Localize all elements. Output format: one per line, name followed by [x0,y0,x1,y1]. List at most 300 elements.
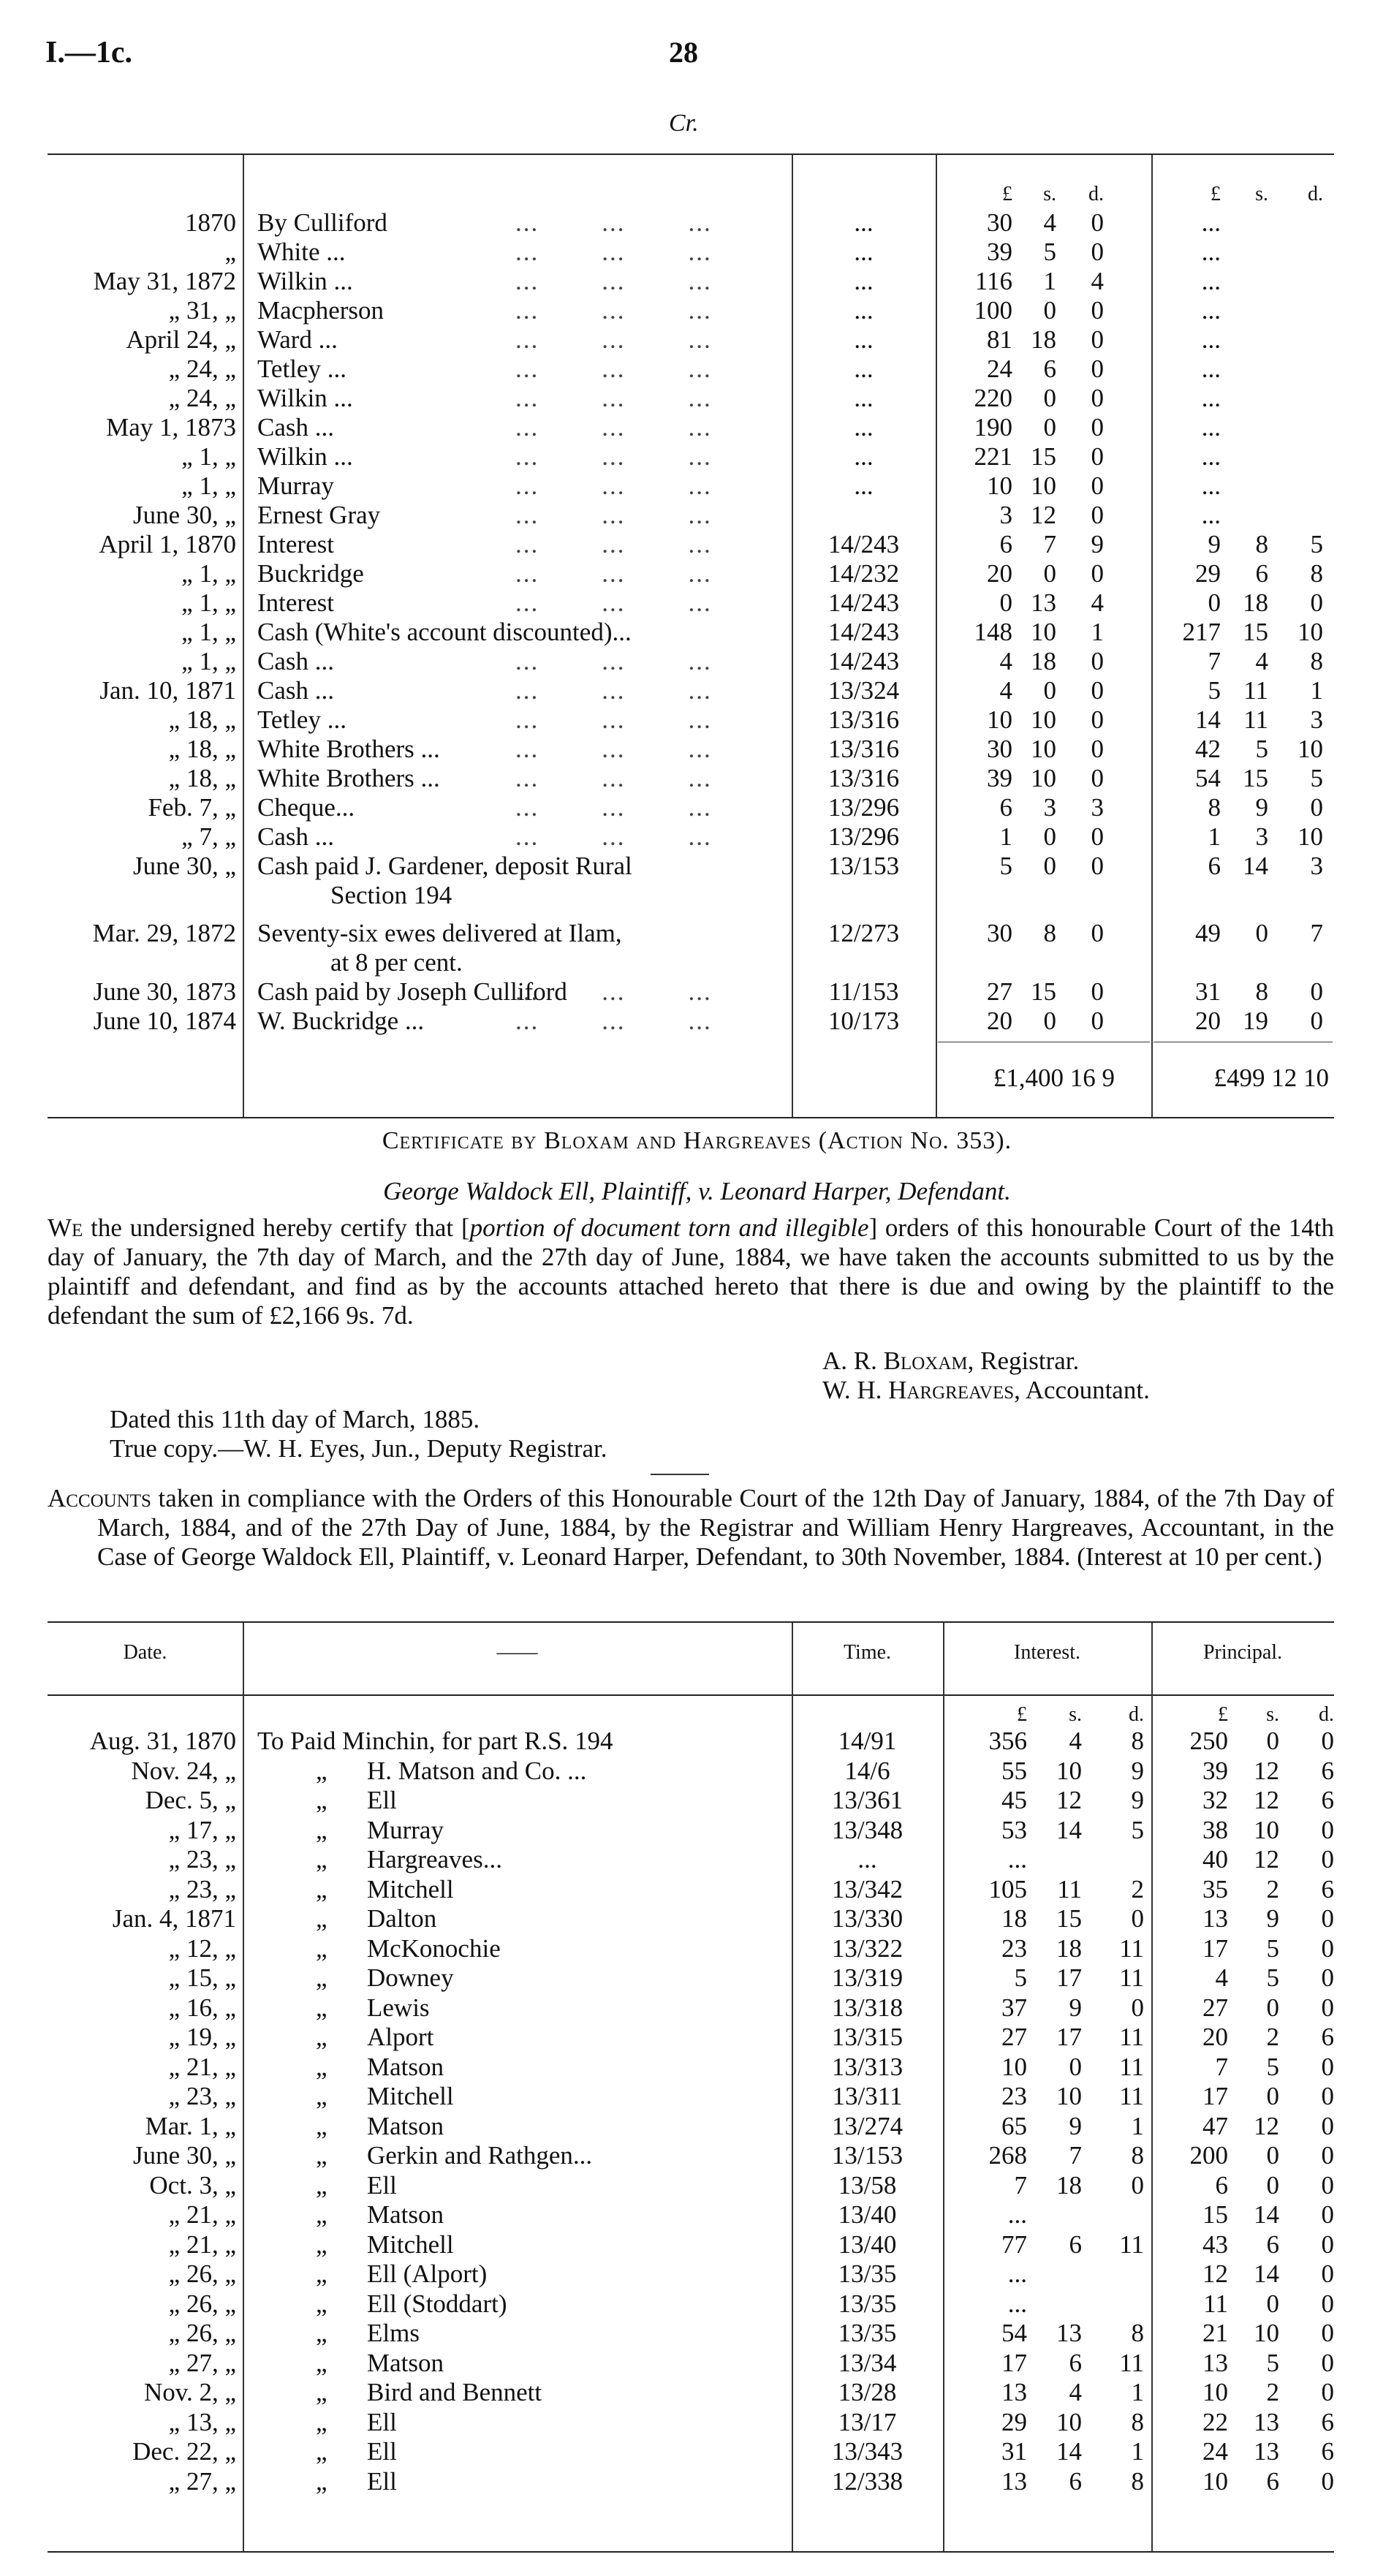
row-time: 14/6 [844,1756,890,1785]
row-description: Interest [257,530,334,558]
row-amount: 0 [1043,822,1056,851]
leader-dots: ... ... ... [515,764,712,792]
ditto-mark: „ [316,2023,327,2051]
row-description: Wilkin ... [257,267,353,295]
header-bottom-rule [48,1694,1334,1696]
ditto-mark: „ [316,1963,327,1992]
row-date: „ 21, „ [168,2052,236,2081]
row-amount: 1 [1043,267,1056,295]
row-time: 13/343 [831,2437,904,2466]
leader-dots: ... ... ... [515,208,712,237]
row-principal: 0 [1321,1845,1334,1874]
row-principal: 0 [1321,2170,1334,2200]
row-folio: 11/153 [828,977,899,1006]
row-balance: 6 [1208,852,1221,880]
row-time: 13/34 [838,2348,897,2377]
row-amount: 0 [1091,413,1104,442]
row-principal: 9 [1266,1904,1279,1933]
row-balance: 5 [1310,530,1323,558]
row-amount: 4 [1043,208,1056,237]
row-description: Hargreaves... [367,1845,502,1874]
ditto-mark: „ [316,1874,327,1903]
row-balance: 9 [1208,530,1221,558]
row-time: 13/322 [831,1933,904,1963]
row-interest: 2 [1131,1874,1144,1903]
row-interest: 8 [1131,2141,1144,2170]
row-interest: 0 [1131,2170,1144,2200]
row-balance: 8 [1208,793,1221,822]
row-folio: ... [854,238,874,266]
row-interest: 6 [1069,2348,1082,2377]
row-interest: 29 [1001,2407,1027,2436]
row-amount: 39 [987,238,1012,266]
row-description: Mitchell [367,2082,454,2110]
row-date: „ 26, „ [168,2319,236,2347]
row-principal: 12 [1202,2259,1228,2288]
row-interest: ... [1007,2289,1027,2318]
row-amount: 100 [974,296,1012,325]
row-date: Dec. 5, „ [145,1786,236,1814]
row-principal: 0 [1321,2259,1334,2288]
row-interest: 18 [1056,1933,1082,1963]
row-balance: ... [1201,384,1221,412]
row-principal: 0 [1321,2141,1334,2170]
ditto-mark: „ [316,1904,327,1933]
row-amount: 20 [987,559,1012,588]
row-time: 13/330 [831,1904,904,1933]
row-interest: 11 [1119,2023,1144,2051]
row-description: Seventy-six ewes delivered at Ilam, [257,919,622,947]
row-interest: 7 [1069,2141,1082,2170]
row-interest: 11 [1119,1933,1144,1963]
row-amount: 0 [1043,1007,1056,1035]
ditto-mark: „ [316,2230,327,2259]
row-date: „ 21, „ [168,2230,236,2259]
row-amount: 4 [1091,588,1104,617]
row-date: „ 23, „ [168,1874,236,1903]
row-balance: 18 [1243,588,1268,617]
row-description: Downey [367,1963,454,1992]
row-amount: 0 [1091,559,1104,588]
row-amount: 10 [987,705,1012,734]
row-interest: 14 [1056,2437,1082,2466]
currency-unit-label: s. [1255,183,1268,205]
row-time: 13/318 [831,1993,904,2022]
row-date: „ 21, „ [168,2200,236,2229]
row-principal: 5 [1266,2052,1279,2081]
row-folio: 14/243 [827,647,900,675]
row-interest: 10 [1056,2082,1082,2110]
row-balance: 8 [1310,559,1323,588]
row-date: June 30, 1873 [93,977,236,1006]
amount-total: £1,400 16 9 [993,1064,1115,1092]
row-date: June 10, 1874 [93,1007,236,1035]
currency-unit-label: s. [1266,1703,1279,1726]
row-description: Mitchell [367,2230,454,2259]
row-description: Macpherson [257,296,385,325]
row-date: April 24, „ [126,325,236,354]
leader-dots: ... ... ... [515,238,712,266]
row-amount: 116 [974,267,1012,295]
row-interest: 7 [1014,2170,1027,2200]
row-date: „ 18, „ [168,735,236,763]
row-amount: 18 [1031,325,1056,354]
row-description: Ell [367,2407,397,2436]
row-amount: 9 [1091,530,1104,558]
leader-dots: ... ... ... [515,355,712,383]
row-description: Ward ... [257,325,338,354]
row-description: McKonochie [367,1933,501,1963]
signatory-registrar [822,1346,1079,1376]
currency-unit-label: s. [1043,183,1056,205]
row-balance: 10 [1298,618,1323,646]
row-description: Ell (Stoddart) [367,2289,507,2318]
row-interest: 27 [1001,2023,1027,2051]
row-amount: 81 [987,325,1012,354]
row-description: Lewis [367,1993,430,2022]
row-principal: 12 [1254,1756,1279,1785]
row-description: W. Buckridge ... [257,1007,425,1035]
row-interest: 4 [1069,1727,1082,1755]
accounts-lead: Accounts [48,1484,151,1512]
section-rule [651,1474,709,1475]
row-principal: 0 [1321,2348,1334,2377]
row-principal: 0 [1321,1727,1334,1755]
row-interest: 1 [1131,2111,1144,2140]
row-balance: 29 [1195,559,1221,588]
row-description: Cash (White's account discounted)... [257,618,632,646]
row-time: 13/315 [831,2023,904,2051]
ditto-mark: „ [316,2348,327,2377]
leader-dots: ... ... ... [515,735,712,763]
row-balance: 7 [1310,919,1323,947]
currency-unit-label: £ [1017,1703,1027,1726]
row-balance: 14 [1243,852,1268,880]
row-description: Tetley ... [257,705,346,734]
row-amount: 0 [1091,764,1104,792]
row-interest: 55 [1001,1756,1027,1785]
row-principal: 6 [1215,2170,1228,2200]
row-balance: 5 [1310,764,1323,792]
row-principal: 17 [1202,1933,1228,1963]
row-time: 13/319 [831,1963,904,1992]
row-interest: 1 [1131,2437,1144,2466]
column-divider [1151,1623,1153,2551]
row-folio: ... [854,267,874,295]
row-principal: 0 [1321,2111,1334,2140]
row-principal: 13 [1254,2437,1279,2466]
row-description: Ell [367,2437,397,2466]
row-interest: 54 [1001,2319,1027,2347]
column-header-principal: Principal. [1202,1641,1283,1664]
row-folio: ... [854,208,874,237]
row-interest: 65 [1001,2111,1027,2140]
balance-total: £499 12 10 [1213,1064,1329,1092]
row-interest: ... [1007,2200,1027,2229]
row-amount: 13 [1031,588,1056,617]
row-amount: 0 [1091,822,1104,851]
row-amount: 0 [1091,296,1104,325]
row-description: Mitchell [367,1874,454,1903]
row-amount: 220 [974,384,1012,412]
row-amount: 5 [999,852,1012,880]
row-interest: 10 [1001,2052,1027,2081]
column-divider [243,1623,244,2551]
torn-note: portion of document torn and illegible [469,1213,869,1242]
row-description: Cash ... [257,413,334,442]
row-date: June 30, „ [133,852,236,880]
row-balance: ... [1201,325,1221,354]
row-date: Dec. 22, „ [132,2437,236,2466]
row-folio: ... [854,471,874,500]
row-date: Feb. 7, „ [148,793,236,822]
row-amount: 0 [1091,325,1104,354]
row-amount: 0 [1091,647,1104,675]
row-principal: 0 [1266,2082,1279,2110]
row-amount: 15 [1031,442,1056,471]
row-principal: 7 [1215,2052,1228,2081]
leader-dots: ... ... ... [515,977,712,1006]
row-interest: 6 [1069,2230,1082,2259]
row-amount: 10 [987,471,1012,500]
row-amount: 12 [1031,501,1056,529]
certificate-parties: George Waldock Ell, Plaintiff, v. Leonard Harper, Defendant. [383,1177,1011,1205]
row-principal: 14 [1254,2200,1279,2229]
row-description: By Culliford [257,208,387,237]
row-principal: 12 [1254,1786,1279,1814]
row-description: Murray [257,471,334,500]
row-amount: 0 [1091,471,1104,500]
accounts-intro [48,1484,1334,1572]
row-amount: 0 [1091,442,1104,471]
row-interest: 18 [1001,1904,1027,1933]
row-interest: 10 [1056,1756,1082,1785]
row-balance: 10 [1298,735,1323,763]
row-principal: 6 [1266,2230,1279,2259]
row-principal: 24 [1202,2437,1228,2466]
row-amount: 0 [1091,501,1104,529]
row-amount: 0 [1043,296,1056,325]
row-amount: 0 [1043,676,1056,705]
row-date: Jan. 10, 1871 [99,676,236,705]
row-time: 12/338 [831,2466,904,2496]
row-principal: 35 [1202,1874,1228,1903]
row-date: „ 27, „ [168,2466,236,2496]
row-folio: 13/296 [827,822,900,851]
row-balance: 1 [1310,676,1323,705]
row-description: Ell [367,2170,397,2200]
row-principal: 12 [1254,1845,1279,1874]
row-principal: 0 [1266,2289,1279,2318]
row-date: „ 26, „ [168,2259,236,2288]
row-folio: ... [854,355,874,383]
row-interest: 8 [1131,2466,1144,2496]
row-principal: 2 [1266,1874,1279,1903]
row-description: Ell [367,2466,397,2496]
row-amount: 3 [999,501,1012,529]
row-interest: 1 [1131,2378,1144,2406]
row-date: „ 23, „ [168,1845,236,1874]
row-amount: 10 [1031,764,1056,792]
row-balance: 8 [1255,530,1268,558]
certificate-text-2: ] orders of this honourable Court of the 14th day of January, the 7th day of March, and the 27th day of June, 1884, we have taken the accounts submitted to us by the plaintiff and defendant, and find as by the accounts attached hereto that there is due and owing by the plaintiff to the defendant the sum of £2,166 9s. 7d. [48,1213,1334,1330]
row-balance: 0 [1310,977,1323,1006]
row-description: Interest [257,588,334,617]
row-folio: 13/296 [827,793,900,822]
row-amount: 221 [974,442,1012,471]
row-folio: ... [854,442,874,471]
row-description: Bird and Bennett [367,2378,542,2406]
row-interest: 77 [1001,2230,1027,2259]
row-principal: 6 [1321,2437,1334,2466]
leader-dots: ... ... ... [515,705,712,734]
row-amount: 0 [1091,208,1104,237]
row-principal: 0 [1321,2319,1334,2347]
row-interest: 9 [1131,1786,1144,1814]
column-header-description: —— [496,1641,538,1664]
row-balance: 31 [1195,977,1221,1006]
row-interest: 4 [1069,2378,1082,2406]
row-description: Ernest Gray [257,501,381,529]
column-header-date: Date. [123,1641,167,1664]
column-divider [943,1623,944,2551]
row-principal: 10 [1254,1815,1279,1844]
leader-dots: ... ... ... [515,559,712,588]
currency-unit-label: d. [1129,1703,1144,1726]
row-principal: 0 [1321,2082,1334,2110]
row-amount: 24 [987,355,1012,383]
row-description: Cash ... [257,822,334,851]
table-bottom-rule [48,2551,1334,2553]
row-time: 13/313 [831,2052,904,2081]
row-interest: 10 [1056,2407,1082,2436]
row-balance: 0 [1310,588,1323,617]
leader-dots: ... ... ... [515,384,712,412]
row-time: 13/40 [838,2230,897,2259]
row-balance: 3 [1310,705,1323,734]
row-balance: 0 [1255,919,1268,947]
row-balance: ... [1201,442,1221,471]
row-amount: 0 [1091,705,1104,734]
row-interest: 8 [1131,2319,1144,2347]
row-date: May 1, 1873 [106,413,236,442]
row-balance: 8 [1255,977,1268,1006]
row-date: Oct. 3, „ [149,2170,236,2200]
row-description: White Brothers ... [257,764,440,792]
row-interest: 15 [1056,1904,1082,1933]
ditto-mark: „ [316,2466,327,2496]
row-date: „ 24, „ [168,384,236,412]
row-principal: 2 [1266,2023,1279,2051]
row-interest: 268 [988,2141,1027,2170]
row-interest: 6 [1069,2466,1082,2496]
row-principal: 250 [1189,1727,1228,1755]
row-time: 13/274 [831,2111,904,2140]
row-date: „ 23, „ [168,2082,236,2110]
row-date: „ 16, „ [168,1993,236,2022]
row-time: 14/91 [838,1727,897,1755]
row-amount: 190 [974,413,1012,442]
row-principal: 38 [1202,1815,1228,1844]
row-principal: 22 [1202,2407,1228,2436]
row-principal: 5 [1266,1933,1279,1963]
row-principal: 6 [1321,2023,1334,2051]
row-interest: ... [1007,1845,1027,1874]
row-date: „ 18, „ [168,705,236,734]
leader-dots: ... ... ... [515,1007,712,1035]
row-principal: 0 [1266,1993,1279,2022]
row-interest: 9 [1069,1993,1082,2022]
ditto-mark: „ [316,2170,327,2200]
row-amount: 7 [1043,530,1056,558]
row-amount: 6 [999,793,1012,822]
row-interest: 8 [1131,1727,1144,1755]
leader-dots: ... ... ... [515,442,712,471]
column-header-time: Time. [843,1641,892,1664]
certificate-title: Certificate by Bloxam and Hargreaves (Action No. 353). [382,1127,1012,1154]
row-interest: 9 [1131,1756,1144,1785]
row-principal: 10 [1202,2466,1228,2496]
row-principal: 40 [1202,1845,1228,1874]
row-folio: 13/316 [827,764,900,792]
row-date: „ 15, „ [168,1963,236,1992]
row-interest: 9 [1069,2111,1082,2140]
row-amount: 27 [987,977,1012,1006]
row-interest: 11 [1119,2230,1144,2259]
row-folio: ... [854,413,874,442]
row-description: Matson [367,2200,444,2229]
row-amount: 0 [1043,852,1056,880]
certificate-body [48,1213,1334,1330]
column-header-interest: Interest. [1014,1641,1080,1664]
row-interest: 18 [1056,2170,1082,2200]
row-interest: ... [1007,2259,1027,2288]
row-principal: 0 [1321,2230,1334,2259]
row-balance: ... [1201,208,1221,237]
ditto-mark: „ [316,2082,327,2110]
row-balance: 49 [1195,919,1221,947]
row-time: 13/35 [838,2259,897,2288]
row-date: „ 27, „ [168,2348,236,2377]
ditto-mark: „ [316,1756,327,1785]
row-balance: ... [1201,238,1221,266]
row-amount: 10 [1031,735,1056,763]
row-amount: 4 [999,676,1012,705]
series-label: I.—1c. [45,36,132,69]
row-balance: 11 [1243,676,1268,705]
row-interest: 5 [1014,1963,1027,1992]
row-amount: 10 [1031,618,1056,646]
row-amount: 0 [1091,852,1104,880]
row-time: 13/311 [832,2082,903,2110]
true-copy-line: True copy.—W. H. Eyes, Jun., Deputy Registrar. [110,1434,607,1463]
column-divider [243,155,244,1117]
row-amount: 4 [999,647,1012,675]
row-amount: 30 [987,208,1012,237]
row-amount: 1 [1091,618,1104,646]
ditto-mark: „ [316,2319,327,2347]
row-date: „ 18, „ [168,764,236,792]
row-date: Jan. 4, 1871 [112,1904,236,1933]
row-amount: 0 [1043,413,1056,442]
row-interest: 31 [1001,2437,1027,2466]
row-balance: 3 [1310,852,1323,880]
row-folio: 14/243 [827,588,900,617]
row-balance: 15 [1243,764,1268,792]
row-time: 13/17 [838,2407,897,2436]
row-date: „ 19, „ [168,2023,236,2051]
row-balance: 15 [1243,618,1268,646]
